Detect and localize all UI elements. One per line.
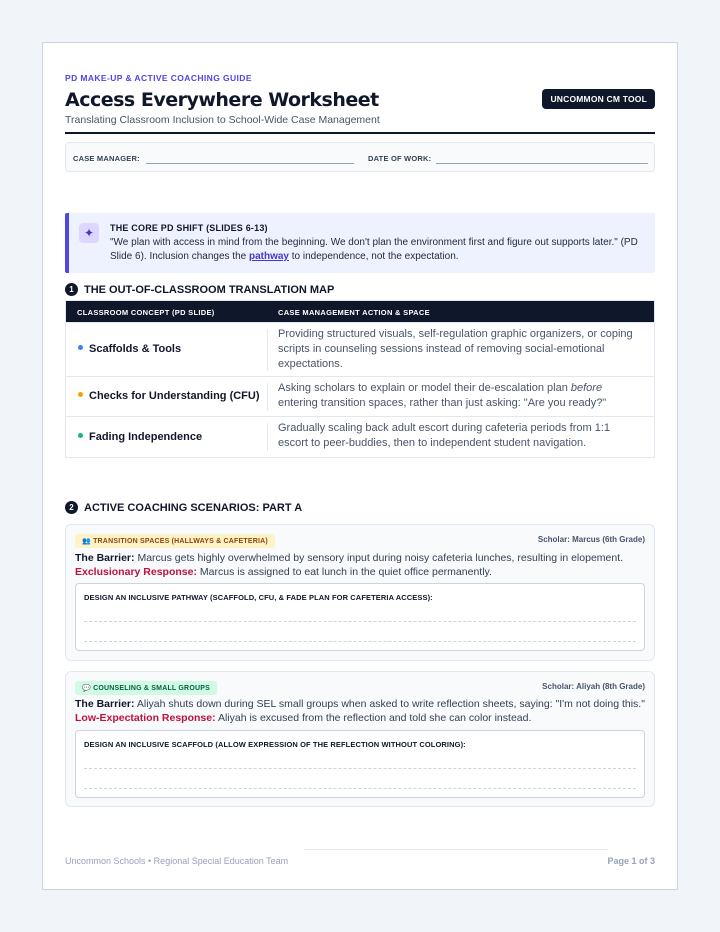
- scenario-tag: 💬 COUNSELING & SMALL GROUPS: [75, 681, 217, 695]
- table-row: [66, 416, 654, 457]
- footer-org: Uncommon Schools • Regional Special Education Team: [65, 856, 289, 866]
- section-1-heading: [65, 283, 334, 296]
- answer-box[interactable]: [75, 730, 645, 798]
- section-title: THE OUT-OF-CLASSROOM TRANSLATION MAP: [84, 284, 335, 296]
- barrier-line: The Barrier: Marcus gets highly overwhelmed by sensory input during noisy cafeteria lunches, resulting in elopement.: [75, 552, 624, 564]
- amber-dot-icon: [78, 392, 83, 397]
- date-label: DATE OF WORK:: [368, 154, 432, 163]
- answer-prompt: DESIGN AN INCLUSIVE PATHWAY (SCAFFOLD, CFU, & FADE PLAN FOR CAFETERIA ACCESS):: [84, 593, 433, 602]
- response-line: Low-Expectation Response: Aliyah is excused from the reflection and told she can color instead.: [75, 712, 532, 724]
- meta-fields: [65, 142, 655, 172]
- worksheet-page: [42, 42, 678, 890]
- callout-text-before: (PD Slide 6). Inclusion changes the: [110, 237, 638, 262]
- footer-divider: [305, 849, 607, 850]
- page-subtitle: Translating Classroom Inclusion to School-Wide Case Management: [65, 114, 380, 126]
- answer-box[interactable]: [75, 583, 645, 651]
- pathway-link[interactable]: pathway: [248, 251, 289, 262]
- writing-line: [84, 641, 636, 642]
- callout-quote: "We plan with access in mind from the beginning. We don't plan the environment first and figure out supports later.": [110, 237, 618, 248]
- action-cell: Providing structured visuals, self-regulation graphic organizers, or coping scripts in counseling sessions instead of removing social-emotional expectations.: [278, 328, 633, 370]
- column-header: CASE MANAGEMENT ACTION & SPACE: [278, 308, 430, 317]
- core-shift-callout: [65, 213, 655, 273]
- concept-cell: Fading Independence: [78, 431, 202, 443]
- tool-badge: UNCOMMON CM TOOL: [542, 89, 655, 109]
- writing-line: [84, 788, 636, 789]
- blue-dot-icon: [78, 345, 83, 350]
- case-manager-label: CASE MANAGER:: [73, 154, 140, 163]
- response-line: Exclusionary Response: Marcus is assigned to eat lunch in the quiet office permanently.: [75, 566, 492, 578]
- scenario-card-aliyah: [65, 671, 655, 807]
- sparkle-icon: ✦: [79, 223, 99, 243]
- callout-text-after: to independence, not the expectation.: [291, 251, 459, 262]
- callout-title: THE CORE PD SHIFT (SLIDES 6-13): [110, 223, 268, 233]
- concept-cell: Checks for Understanding (CFU): [78, 390, 260, 402]
- table-header: [66, 301, 654, 322]
- action-cell: Gradually scaling back adult escort during cafeteria periods from 1:1 escort to peer-buddies, then to independent student navigation.: [278, 422, 611, 449]
- page-number: Page 1 of 3: [607, 856, 655, 866]
- answer-prompt: DESIGN AN INCLUSIVE SCAFFOLD (ALLOW EXPRESSION OF THE REFLECTION WITHOUT COLORING):: [84, 740, 466, 749]
- section-title: ACTIVE COACHING SCENARIOS: PART A: [84, 502, 303, 514]
- date-field[interactable]: [436, 163, 648, 164]
- case-manager-field[interactable]: [146, 163, 354, 164]
- green-dot-icon: [78, 433, 83, 438]
- concept-cell: Scaffolds & Tools: [78, 343, 181, 355]
- people-icon: 👥: [82, 538, 91, 545]
- title-divider: [65, 132, 655, 134]
- column-header: CLASSROOM CONCEPT (PD SLIDE): [77, 308, 215, 317]
- callout-body: [110, 236, 645, 264]
- scenario-tag: 👥 TRANSITION SPACES (HALLWAYS & CAFETERIA): [75, 534, 275, 548]
- chat-bubble-icon: 💬: [82, 685, 91, 692]
- table-row: [66, 376, 654, 416]
- barrier-line: The Barrier: Aliyah shuts down during SEL small groups when asked to write reflection sheets, saying: "I'm not doing this.": [75, 698, 645, 710]
- eyebrow: PD MAKE-UP & ACTIVE COACHING GUIDE: [65, 73, 252, 83]
- section-number: 2: [65, 501, 78, 514]
- scholar-label: Scholar: Marcus (6th Grade): [537, 535, 645, 544]
- section-2-heading: [65, 501, 302, 514]
- table-row: [66, 322, 654, 376]
- action-cell: Asking scholars to explain or model their de-escalation plan before entering transition spaces, rather than just asking: "Are you ready?": [278, 382, 607, 409]
- scenario-card-marcus: [65, 524, 655, 661]
- section-number: 1: [65, 283, 78, 296]
- translation-table: [65, 300, 655, 458]
- writing-line: [84, 621, 636, 622]
- page-title: Access Everywhere Worksheet: [65, 89, 379, 111]
- scholar-label: Scholar: Aliyah (8th Grade): [542, 682, 645, 691]
- writing-line: [84, 768, 636, 769]
